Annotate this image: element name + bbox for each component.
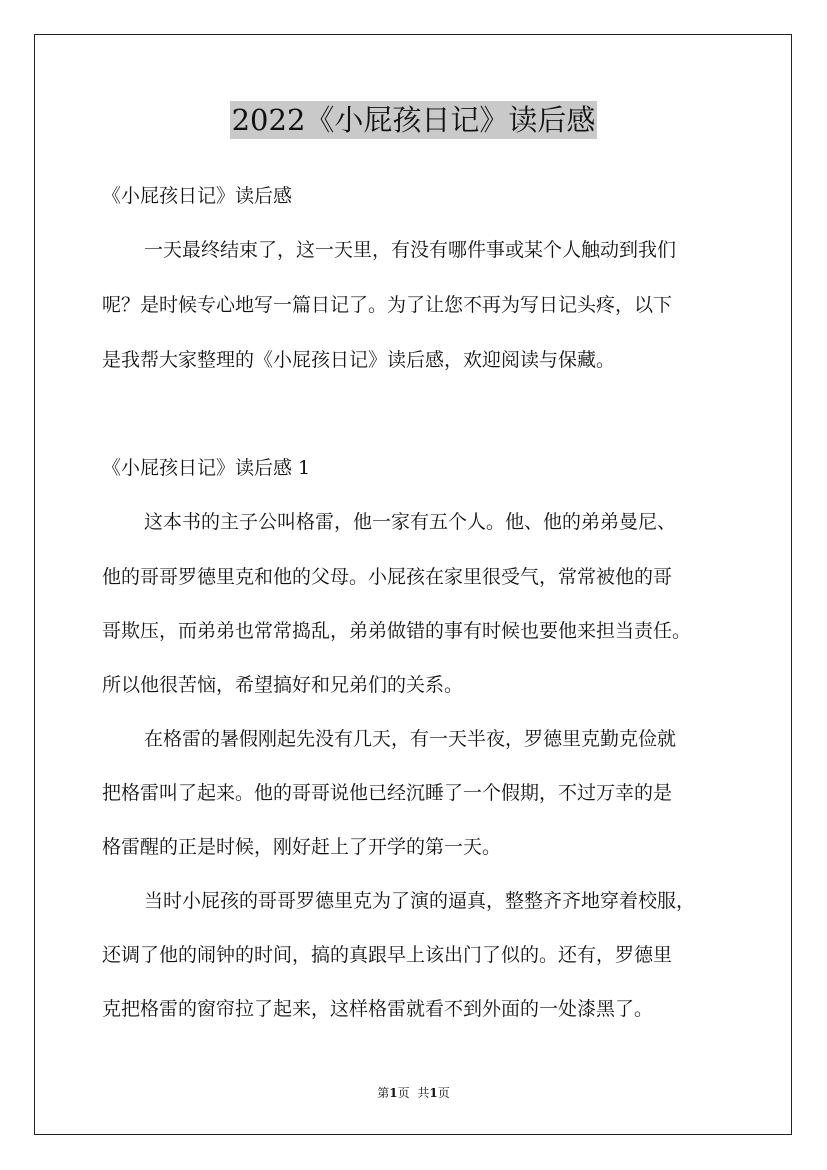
para2-line-2: 把格雷叫了起来。他的哥哥说他已经沉睡了一个假期，不过万幸的是: [102, 782, 673, 804]
footer-page-number: 1: [389, 1086, 398, 1100]
para3-line-2: 还调了他的闹钟的时间，搞的真跟早上该出门了似的。还有，罗德里: [102, 944, 673, 966]
para1-line-1: 这本书的主子公叫格雷，他一家有五个人。他、他的弟弟曼尼、: [144, 511, 677, 533]
intro-line-2: 呢？是时候专心地写一篇日记了。为了让您不再为写日记头疼，以下: [102, 294, 673, 316]
footer-total-suffix: 页: [437, 1086, 450, 1100]
intro-line-1: 一天最终结束了，这一天里，有没有哪件事或某个人触动到我们: [144, 239, 677, 261]
footer-total-prefix: 共: [417, 1086, 430, 1100]
para1-line-4: 所以他很苦恼，希望搞好和兄弟们的关系。: [102, 674, 464, 696]
para1-line-3: 哥欺压，而弟弟也常常捣乱，弟弟做错的事有时候也要他来担当责任。: [102, 620, 692, 642]
section-heading: 《小屁孩日记》读后感 1: [102, 457, 311, 479]
intro-line-3: 是我帮大家整理的《小屁孩日记》读后感，欢迎阅读与保藏。: [102, 349, 616, 371]
para1-line-2: 他的哥哥罗德里克和他的父母。小屁孩在家里很受气，常常被他的哥: [102, 566, 673, 588]
footer-total-number: 1: [429, 1086, 438, 1100]
para2-line-1: 在格雷的暑假刚起先没有几天，有一天半夜，罗德里克勤克俭就: [144, 728, 677, 750]
footer-page-prefix: 第: [377, 1086, 390, 1100]
footer-page-suffix: 页: [397, 1086, 410, 1100]
subtitle: 《小屁孩日记》读后感: [102, 185, 293, 207]
document-title: 2022《小屁孩日记》读后感: [231, 103, 596, 137]
document-title-wrap: [0, 100, 827, 140]
para3-line-3: 克把格雷的窗帘拉了起来，这样格雷就看不到外面的一处漆黑了。: [102, 998, 654, 1020]
page-footer: [0, 1084, 827, 1101]
para2-line-3: 格雷醒的正是时候，刚好赶上了开学的第一天。: [102, 836, 502, 858]
para3-line-1: 当时小屁孩的哥哥罗德里克为了演的逼真，整整齐齐地穿着校服，: [144, 890, 696, 912]
